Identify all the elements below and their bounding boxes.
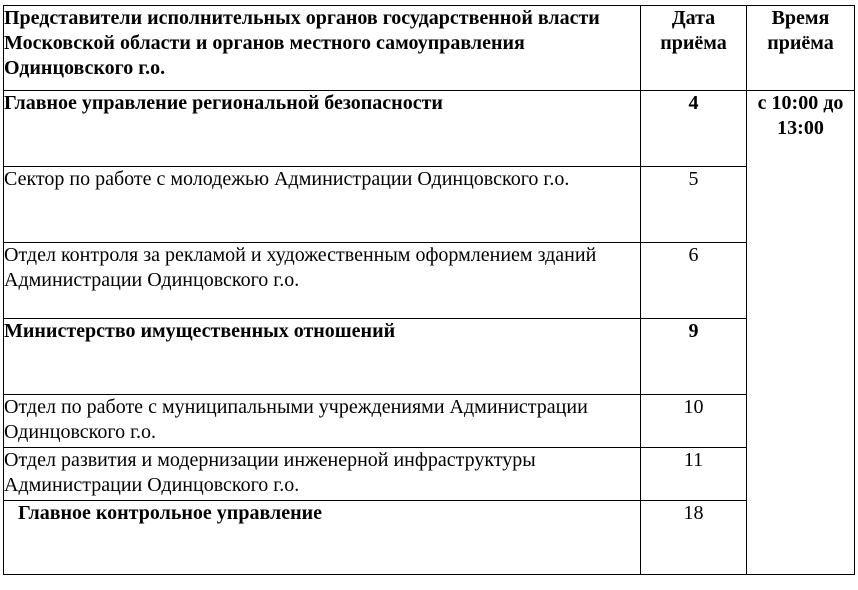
row-organization: Главное управление региональной безопасности xyxy=(4,91,641,167)
row-organization: Министерство имущественных отношений xyxy=(4,319,641,395)
row-date: 10 xyxy=(641,395,747,448)
row-date: 18 xyxy=(641,501,747,575)
table-row xyxy=(4,395,855,448)
row-date: 9 xyxy=(641,319,747,395)
row-organization: Отдел развития и модернизации инженерной инфраструктуры Администрации Одинцовского г.о. xyxy=(4,448,641,501)
row-date: 6 xyxy=(641,243,747,319)
reception-schedule-table xyxy=(3,5,855,575)
row-date: 4 xyxy=(641,91,747,167)
row-organization: Отдел по работе с муниципальными учреждениями Администрации Одинцовского г.о. xyxy=(4,395,641,448)
table-row xyxy=(4,243,855,319)
table-row xyxy=(4,448,855,501)
reception-time: с 10:00 до 13:00 xyxy=(747,91,855,575)
header-date: Дата приёма xyxy=(641,6,747,91)
row-organization: Отдел контроля за рекламой и художественным оформлением зданий Администрации Одинцовского г.о. xyxy=(4,243,641,319)
header-time: Время приёма xyxy=(747,6,855,91)
row-date: 5 xyxy=(641,167,747,243)
header-row xyxy=(4,6,855,91)
table-row xyxy=(4,319,855,395)
row-date: 11 xyxy=(641,448,747,501)
header-organizations: Представители исполнительных органов государственной власти Московской области и органов местного самоуправления Одинцовского г.о. xyxy=(4,6,641,91)
row-organization: Сектор по работе с молодежью Администрации Одинцовского г.о. xyxy=(4,167,641,243)
row-organization: Главное контрольное управление xyxy=(4,501,641,575)
table-row xyxy=(4,91,855,167)
table-row xyxy=(4,167,855,243)
table-row xyxy=(4,501,855,575)
